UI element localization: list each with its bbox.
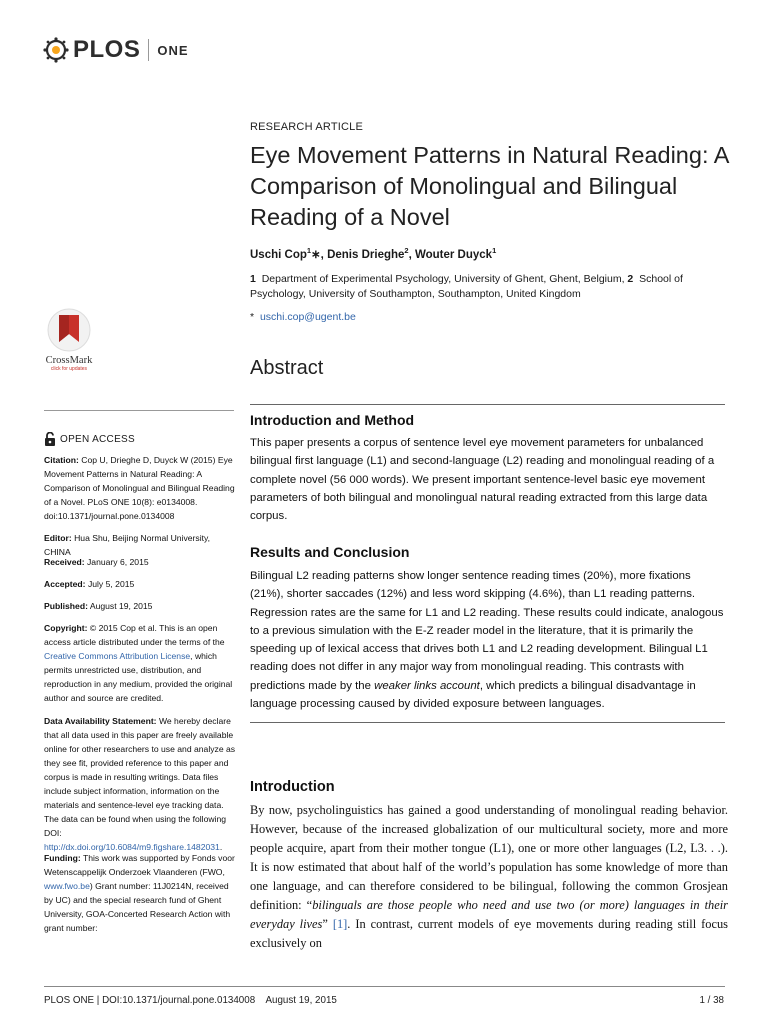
field-label: Citation: <box>44 455 79 465</box>
article-type-label: RESEARCH ARTICLE <box>250 121 364 133</box>
paragraph-text: Bilingual L2 reading patterns show longer sentence reading times (20%), more fixations (21%), shorter saccades (12%) and less word skipping (4.6%), than L1 reading patterns. Regression rates are the same for L1 and L2 reading. These results could indicate, analogous to a previous simulation with the E-Z reader model in the literature, that it is primarily the speeding up of lexical access that drives both L1 and L2 reading development. Bilingual L1 reading does not differ in any major way from monolingual reading. This contrasts with predictions made by the <box>250 570 724 692</box>
field-label: Funding: <box>44 853 81 863</box>
abstract-paragraph: This paper presents a corpus of sentence level eye movement parameters for unbalanced bilingual first language (L1) and second-language (L2) reading and monolingual reading of a complete novel (56 000 words). We present important sentence-level basic eye movement parameters of both bilingual and monolingual natural reading extracted from this large data corpus. <box>250 437 715 523</box>
affil-number: 2 <box>627 273 634 285</box>
field-value: We hereby declare that all data used in this paper are freely available online for other researchers to use and analyze as they see fit, provided reference to this paper and corpus is made in resulting writings. Data files include subject information, information on the materials and sentence-level eye tracking data. The data can be found when using the following DOI: <box>44 716 236 838</box>
plos-one-logo[interactable] <box>43 36 189 64</box>
field-label: Editor: <box>44 533 72 543</box>
field-label: Accepted: <box>44 579 86 589</box>
received-block <box>44 555 239 569</box>
field-value: Hua Shu, Beijing Normal University, CHINA <box>44 533 211 557</box>
citation-block <box>44 453 239 523</box>
author-affil-sup: 1 <box>492 246 497 255</box>
author-list <box>250 246 496 261</box>
data-availability-block <box>44 714 239 854</box>
reference-link[interactable]: [1] <box>332 917 348 931</box>
crossmark-badge[interactable] <box>40 306 98 374</box>
field-label: Copyright: <box>44 623 88 633</box>
affil-text: School of Psychology, University of Southampton, Southampton, United Kingdom <box>250 273 683 300</box>
author-affil-sup: 2 <box>404 246 409 255</box>
field-label: Received: <box>44 557 85 567</box>
open-lock-icon <box>44 432 56 446</box>
author-name[interactable]: Uschi Cop <box>250 248 307 261</box>
section-heading: Introduction and Method <box>250 412 415 428</box>
field-value: July 5, 2015 <box>87 579 135 589</box>
corresponding-email <box>250 311 356 323</box>
field-value: January 6, 2015 <box>87 557 149 567</box>
published-block <box>44 599 239 613</box>
affil-text: Department of Experimental Psychology, University of Ghent, Ghent, Belgium, <box>261 273 625 285</box>
field-value: © 2015 Cop et al. This is an open access article distributed under the terms of the <box>44 623 225 647</box>
abstract-top-rule <box>250 404 725 405</box>
author-separator: , <box>408 248 415 261</box>
paragraph-text: By now, psycholinguistics has gained a good understanding of monolingual reading behavior. However, because of the increased globalization of our multicultural society, more and more people acquire, apart from their mother tongue (L1), one or more other languages (L2, L3. . .). It is now estimated that about half of the world’s population has some knowledge of more than one language, and can therefore considered to be bilingual, following the common Grosjean definition: “ <box>250 803 728 912</box>
abstract-bottom-rule <box>250 722 725 723</box>
license-link[interactable]: Creative Commons Attribution License <box>44 651 191 661</box>
data-doi-link[interactable]: http://dx.doi.org/10.6084/m9.figshare.1482031 <box>44 842 220 852</box>
affil-number: 1 <box>250 273 256 285</box>
field-label: Published: <box>44 601 88 611</box>
paragraph-text: ” <box>322 917 333 931</box>
email-marker: * <box>250 311 255 323</box>
field-value: . <box>219 842 223 852</box>
copyright-block <box>44 621 239 705</box>
author-name[interactable]: Wouter Duyck <box>414 248 493 261</box>
paragraph-text: . In contrast, current models of eye movements during reading still focus exclusively on <box>250 917 728 950</box>
journal-name: ONE <box>157 42 189 58</box>
crossmark-label: CrossMark <box>45 355 93 366</box>
author-name[interactable]: Denis Drieghe <box>327 248 405 261</box>
affiliations <box>250 272 730 302</box>
crossmark-icon <box>40 306 98 356</box>
open-access-label: OPEN ACCESS <box>60 433 135 445</box>
email-link[interactable]: uschi.cop@ugent.be <box>259 311 356 323</box>
crossmark-sub: click for updates <box>50 366 88 372</box>
section-heading: Introduction <box>250 779 335 795</box>
author-affil-sup: 1 <box>306 246 312 255</box>
field-value: August 19, 2015 <box>89 601 153 611</box>
open-access-badge <box>44 432 135 446</box>
logo-divider <box>148 39 149 61</box>
funder-link[interactable]: www.fwo.be <box>44 881 90 891</box>
field-value: This work was supported by Fonds voor Wetenscappelijk Onderzoek Vlaanderen (FWO, <box>44 853 235 877</box>
field-value: Cop U, Drieghe D, Duyck W (2015) Eye Movement Patterns in Natural Reading: A Comparison of Monolingual and Bilingual Reading of a Novel. PLoS ONE 10(8): e0134008. doi:10.1371/journal.pone.0134008 <box>44 455 235 521</box>
footer-citation: PLOS ONE | DOI:10.1371/journal.pone.0134008 August 19, 2015 <box>44 995 337 1006</box>
funding-block <box>44 851 239 935</box>
emphasis-text: weaker links account <box>374 679 480 692</box>
author-separator: ∗, <box>311 248 328 261</box>
field-value: , which permits unrestricted use, distribution, and reproduction in any medium, provided the original author and source are credited. <box>44 651 233 703</box>
abstract-heading: Abstract <box>250 357 324 379</box>
article-title: Eye Movement Patterns in Natural Reading: A Comparison of Monolingual and Bilingual Reading of a Novel <box>250 142 729 230</box>
emphasis-text: bilinguals are those people who need and use two (or more) languages in their everyday lives <box>250 898 728 931</box>
field-label: Data Availability Statement: <box>44 716 157 726</box>
abstract-paragraph <box>250 567 726 713</box>
body-paragraph <box>250 801 728 953</box>
sidebar-rule <box>44 410 234 411</box>
brand-name: PLOS <box>73 36 141 63</box>
accepted-block <box>44 577 239 591</box>
section-heading: Results and Conclusion <box>250 544 410 560</box>
paragraph-text: , which predicts a bilingual disadvantage in language processing caused by divided exposure between languages. <box>250 679 696 711</box>
plos-logo-icon <box>43 37 69 63</box>
field-value: ) Grant number: 11J0214N, received by UC) and the special research fund of Ghent University, GOA-Concerted Research Action with grant number: <box>44 881 231 933</box>
page-number: 1 / 38 <box>699 995 724 1006</box>
footer-rule <box>44 986 725 987</box>
